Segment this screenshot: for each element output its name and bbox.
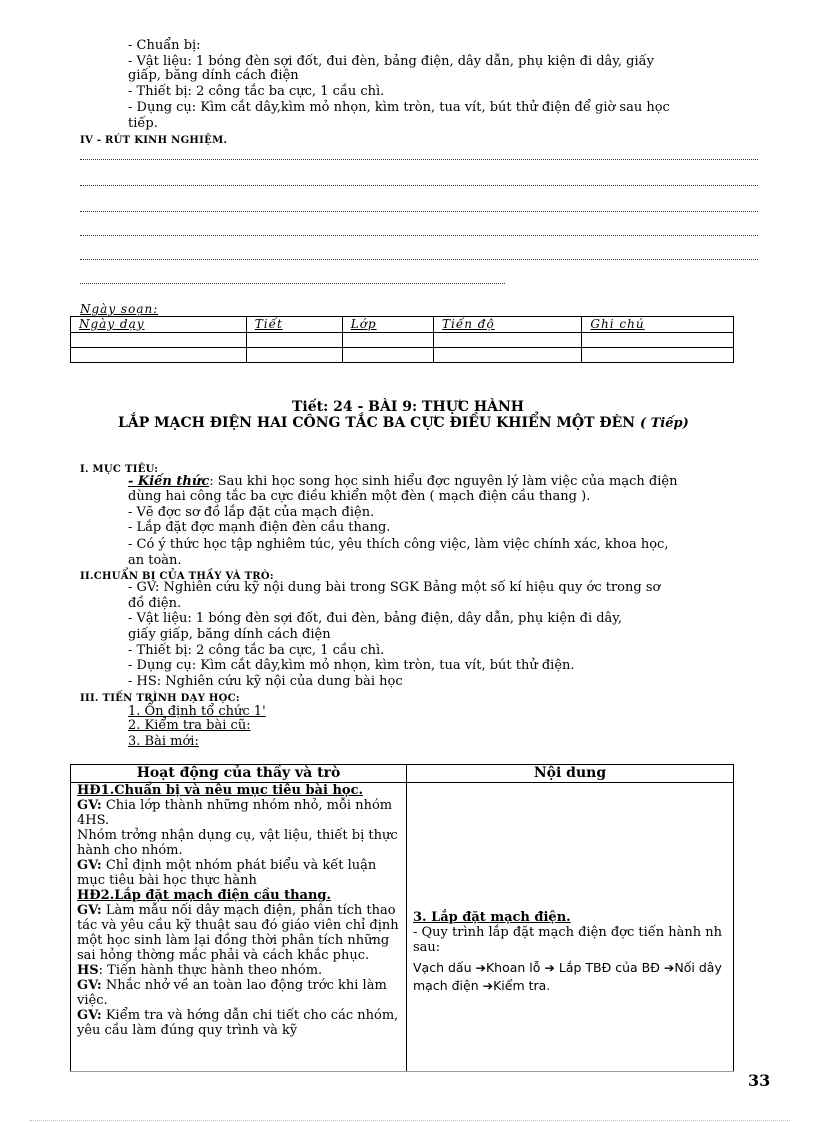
page-bottom-border xyxy=(30,1120,790,1121)
activity-paragraph xyxy=(77,963,400,978)
dotted-line xyxy=(80,234,758,236)
procedure-step: Kiểm tra. xyxy=(493,978,551,993)
objective-line xyxy=(128,474,677,489)
prep-line: - Vật liệu: 1 bóng đèn sợi đốt, đui đèn, bảng điện, dây dẫn, phụ kiện đi dây, xyxy=(128,611,623,626)
content-cell xyxy=(407,783,734,1072)
section-iii-heading: III. TIẾN TRÌNH DẠY HỌC: xyxy=(80,693,240,704)
dotted-line xyxy=(80,184,758,186)
procedure-step: Nối dây mạch điện xyxy=(413,960,722,993)
prep-line: - Thiết bị: 2 công tắc ba cực, 1 cầu chì. xyxy=(128,643,385,658)
section-ii-heading: II.CHUẨN BỊ CỦA THẦY VÀ TRÒ: xyxy=(80,571,274,582)
prep-line: - Thiết bị: 2 công tắc ba cực, 1 cầu chì. xyxy=(128,84,385,99)
content-paragraph: - Quy trình lắp đặt mạch điện đợc tiến hành nh sau: xyxy=(413,925,723,955)
speaker-label: GV: xyxy=(77,858,102,873)
lesson-title: Tiết: 24 - BÀI 9: THỰC HÀNH xyxy=(291,399,525,415)
dotted-line xyxy=(80,258,758,260)
content-heading: 3. Lắp đặt mạch điện. xyxy=(413,910,571,925)
knowledge-text: : Sau khi học song học sinh hiểu đợc nguyên lý làm việc của mạch điện xyxy=(209,474,678,489)
arrow-right-icon: ➔ xyxy=(663,960,675,975)
section-iv-heading: IV - RÚT KINH NGHIỆM. xyxy=(80,135,228,146)
prep-line: - HS: Nghiên cứu kỹ nội của dung bài học xyxy=(128,674,403,689)
activity-paragraph xyxy=(77,903,400,963)
schedule-header: Tiết xyxy=(246,317,342,333)
schedule-table xyxy=(70,316,734,363)
activities-cell xyxy=(71,783,407,1072)
activity-text: Chia lớp thành những nhóm nhỏ, mỗi nhóm 4HS. xyxy=(77,798,393,828)
step-item: 2. Kiểm tra bài cũ: xyxy=(128,718,251,733)
activity-text: Làm mẫu nối dây mạch điện, phân tích thao tác và yêu cầu kỹ thuật sau đó giáo viên chỉ định một học sinh làm lại đồng thời phân tích những sai hỏng thờng mắc phải và cách khắc phục. xyxy=(77,903,399,963)
lesson-subtitle-text: LẮP MẠCH ĐIỆN HAI CÔNG TẮC BA CỰC ĐIỀU KHIỂN MỘT ĐÈN xyxy=(118,415,636,431)
arrow-right-icon: ➔ xyxy=(475,960,486,975)
activity-text: : Tiến hành thực hành theo nhóm. xyxy=(98,963,323,978)
schedule-header: Tiến độ xyxy=(434,317,582,333)
activity-paragraph: Nhóm trởng nhận dụng cụ, vật liệu, thiết bị thực hành cho nhóm. xyxy=(77,828,398,858)
arrow-right-icon: ➔ xyxy=(482,978,494,993)
procedure-step: Lắp TBĐ của BĐ xyxy=(554,960,664,975)
lesson-subtitle xyxy=(118,416,689,431)
arrow-right-icon: ➔ xyxy=(544,960,555,975)
schedule-header: Ghi chú xyxy=(582,317,734,333)
speaker-label: HS xyxy=(77,963,99,978)
activity-heading: HĐ2.Lắp đặt mạch điện cầu thang. xyxy=(77,888,332,903)
schedule-row xyxy=(71,333,734,348)
activity-text: Kiểm tra và hớng dẫn chi tiết cho các nhóm, yêu cầu làm đúng quy trình và kỹ xyxy=(77,1008,399,1038)
dotted-line xyxy=(80,158,758,160)
section-i-heading: I. MỤC TIÊU: xyxy=(80,464,159,475)
speaker-label: GV: xyxy=(77,1008,102,1023)
objective-line: - Có ý thức học tập nghiêm túc, yêu thích công việc, làm việc chính xác, khoa học, xyxy=(128,537,669,552)
dotted-line xyxy=(80,282,505,284)
prep-line: tiếp. xyxy=(128,116,158,131)
lesson-subtitle-suffix: ( Tiếp) xyxy=(639,416,689,431)
prep-line: giấy giấp, băng dính cách điện xyxy=(128,627,331,642)
activity-paragraph xyxy=(77,858,400,888)
activity-text: Nhắc nhở về an toàn lao động trớc khi làm việc. xyxy=(77,978,387,1008)
prep-line: đồ điện. xyxy=(128,596,182,611)
step-item: 1. Ổn định tổ chức 1' xyxy=(128,704,266,719)
procedure-step: Vạch dấu xyxy=(413,960,476,975)
activity-text: Chỉ định một nhóm phát biểu và kết luận mục tiêu bài học thực hành xyxy=(77,858,377,888)
prep-line: - Dụng cụ: Kìm cắt dây,kìm mỏ nhọn, kìm tròn, tua vít, bút thử điện. xyxy=(128,658,575,673)
header-activities: Hoạt động của thầy và trò xyxy=(71,765,407,783)
objective-line: dùng hai công tắc ba cực điều khiển một đèn ( mạch điện cầu thang ). xyxy=(128,489,591,504)
prep-line: - Vật liệu: 1 bóng đèn sợi đốt, đui đèn, bảng điện, dây dẫn, phụ kiện đi dây, giấy xyxy=(128,54,654,69)
prep-line: - GV: Nghiên cứu kỹ nội dung bài trong SGK Bảng một số kí hiệu quy ớc trong sơ xyxy=(128,580,661,595)
speaker-label: GV: xyxy=(77,798,102,813)
header-content: Nội dung xyxy=(407,765,734,783)
objective-line: - Lắp đặt đợc mạnh điện đèn cầu thang. xyxy=(128,520,391,535)
procedure-steps xyxy=(413,959,727,995)
prep-line: - Chuẩn bị: xyxy=(128,38,201,53)
schedule-header: Ngày dạy xyxy=(71,317,247,333)
page-number: 33 xyxy=(748,1071,771,1090)
prep-line: - Dụng cụ: Kìm cắt dây,kìm mỏ nhọn, kìm tròn, tua vít, bút thử điện để giờ sau học xyxy=(128,100,670,115)
schedule-row xyxy=(71,348,734,363)
speaker-label: GV: xyxy=(77,978,102,993)
objective-line: an toàn. xyxy=(128,553,182,568)
date-prepared-label: Ngày soạn: xyxy=(80,302,159,316)
activity-paragraph xyxy=(77,978,400,1008)
footer-rule xyxy=(70,1071,734,1072)
speaker-label: GV: xyxy=(77,903,102,918)
activity-paragraph xyxy=(77,798,400,828)
procedure-step: Khoan lỗ xyxy=(485,960,545,975)
objective-line: - Vẽ đợc sơ đồ lắp đặt của mạch điện. xyxy=(128,505,375,520)
schedule-header: Lớp xyxy=(342,317,433,333)
dotted-line xyxy=(80,210,758,212)
prep-line: giấp, băng dính cách điện xyxy=(128,68,299,83)
activity-paragraph xyxy=(77,1008,400,1038)
lesson-activity-table xyxy=(70,764,734,1072)
knowledge-label: - Kiến thức xyxy=(128,474,210,489)
activity-heading: HĐ1.Chuẩn bị và nêu mục tiêu bài học. xyxy=(77,783,364,798)
step-item: 3. Bài mới: xyxy=(128,734,199,749)
